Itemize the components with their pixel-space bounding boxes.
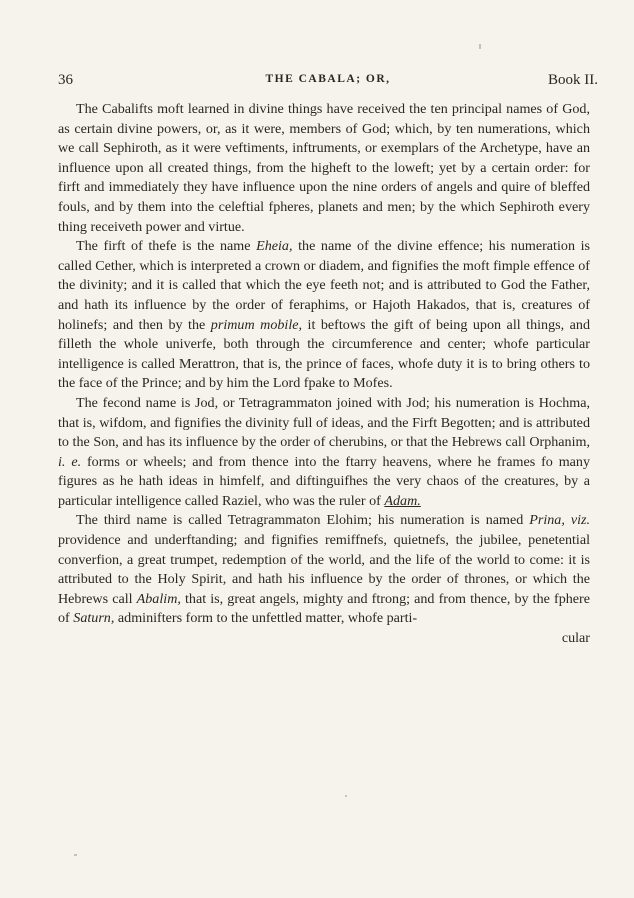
italic-run: Abalim,	[136, 590, 181, 607]
italic-run: i. e.	[58, 453, 82, 470]
text-run: that is, great angels, mighty and ftrong; and from thence, by the fphere of	[58, 590, 590, 627]
italic-run: Saturn,	[73, 610, 115, 627]
text-run: adminifters form to the unfettled matter, whofe parti-	[114, 610, 418, 627]
text-run: providence and underftanding; and fignifies remiffnefs, quietnefs, the jubilee, penetential converfion, a great trumpet, redemption of the world, and the life of the world to come: it is attributed to the Holy Spirit, and hath his influence by the order of thrones, or which the Hebrews call	[58, 532, 590, 607]
page-speck	[345, 795, 347, 797]
italic-run: Adam.	[384, 492, 421, 509]
paragraph	[58, 511, 590, 629]
text-run: The third name is called Tetragrammaton Elohim; his numeration is named	[76, 512, 530, 529]
page-number: 36	[58, 72, 73, 88]
text-run: forms or wheels; and from thence into the ftarry heavens, where he frames fo many figures as he hath ideas in himfelf, and diftinguifhes the very chaos of the creatures, by a particular intelligence called Raziel, who was the ruler of	[58, 453, 591, 509]
page-speck	[74, 854, 77, 856]
page-header	[58, 72, 598, 96]
catchword: cular	[561, 630, 590, 647]
text-body	[58, 100, 590, 649]
running-title: THE CABALA; OR,	[265, 73, 391, 85]
text-run: it beftows the gift of being upon all things, and filleth the whole univerfe, both through the circumference and center; whofe particular intelligence is called Merattron, that is, the prince of faces, whofe duty it is to bring others to the face of the Prince; and by him the Lord fpake to Mofes.	[58, 316, 590, 392]
page-speck	[479, 44, 481, 49]
book-label: Book II.	[548, 72, 598, 88]
paragraph	[58, 237, 590, 394]
text-run: the name of the divine effence; his numeration is called Cether, which is interpreted a crown or diadem, and fignifies the moft fimple effence of the divinity; and it is called that which the eye feeth not; and is attributed to God the Father, and hath its influence by the order of feraphims, or Hajoth Hakados, that is, creatures of holinefs; and then by the	[58, 238, 590, 333]
paragraph	[58, 100, 590, 237]
italic-run: primum mobile,	[210, 316, 303, 333]
italic-run: Prina,	[529, 512, 565, 529]
text-run: The Cabalifts moft learned in divine things have received the ten principal names of God, as certain divine powers, or, as it were, members of God; which, by ten numerations, which we call Sephiroth, as it were veftiments, inftruments, or exemplars of the Archetype, have an influence upon all created things, from the higheft to the loweft; yet by a certain order: for firft and immediately they have influence upon the nine orders of angels and quire of bleffed fouls, and by them into the celeftial fpheres, planets and men; by the which Sephiroth every thing receiveth power and virtue.	[58, 101, 590, 235]
text-run: The firft of thefe is the name	[76, 238, 257, 255]
paragraph	[58, 394, 590, 512]
italic-run: viz.	[570, 512, 590, 529]
italic-run: Eheia,	[256, 238, 293, 255]
text-run: The fecond name is Jod, or Tetragrammaton joined with Jod; his numeration is Hochma, that is, wifdom, and fignifies the divinity full of ideas, and the Firft Begotten; and is attributed to the Son, and has its influence by the order of cherubins, or that the Hebrews call Orphanim,	[58, 394, 590, 451]
